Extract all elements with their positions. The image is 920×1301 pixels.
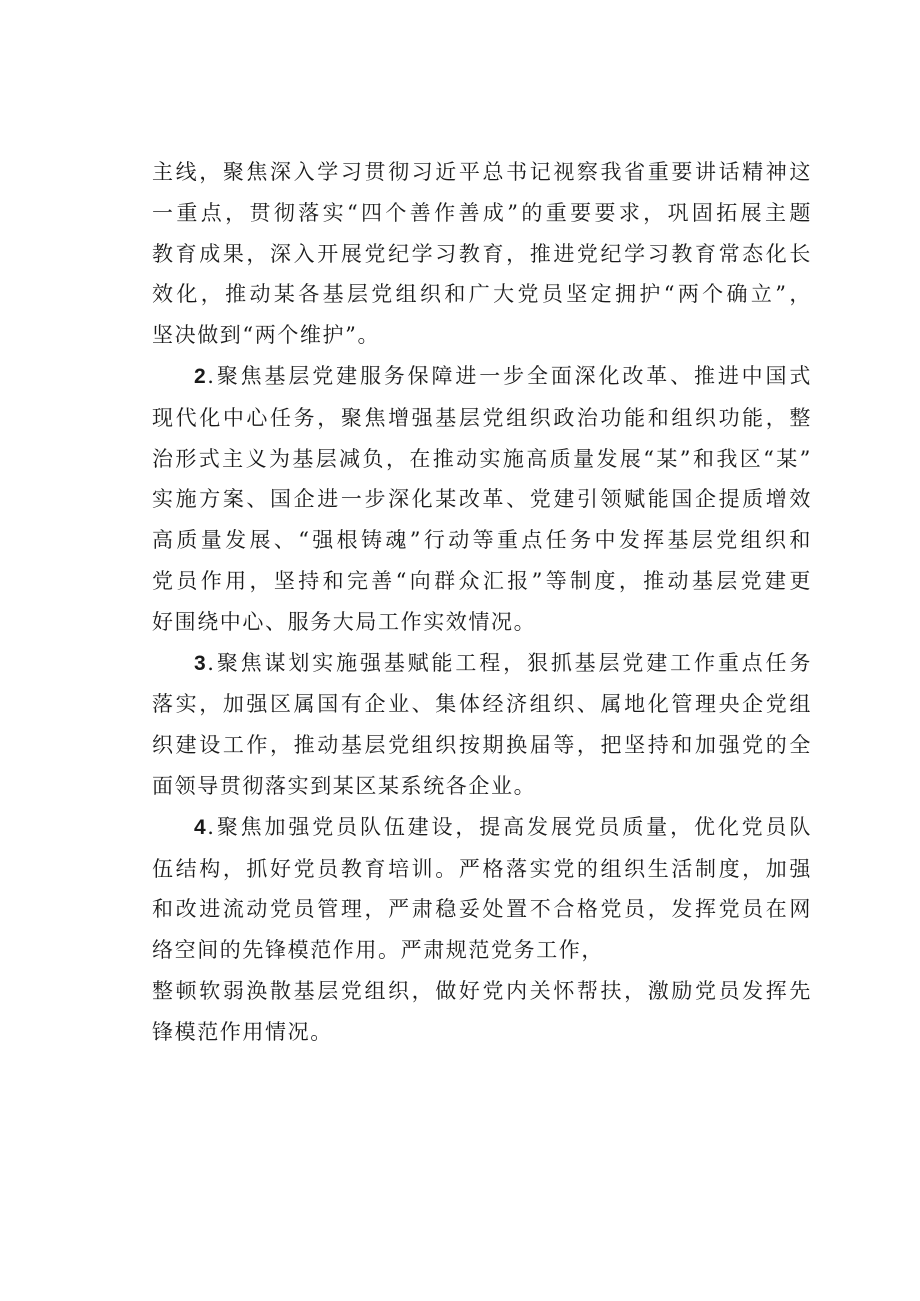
paragraph-first-line xyxy=(152,356,812,398)
paragraph-line: 主线，聚焦深入学习贯彻习近平总书记视察我省重要讲话精神这 xyxy=(152,160,812,184)
paragraph-line-text: .聚焦加强党员队伍建设，提高发展党员质量，优化党员队 xyxy=(207,814,812,839)
paragraph-line: 面领导贯彻落实到某区某系统各企业。 xyxy=(152,773,537,798)
paragraph-line: 实施方案、国企进一步深化某改革、党建引领赋能国企提质增效 xyxy=(152,487,812,512)
paragraph-line-text: .聚焦谋划实施强基赋能工程，狠抓基层党建工作重点任务 xyxy=(207,650,812,675)
paragraph-line-text: .聚焦基层党建服务保障进一步全面深化改革、推进中国式 xyxy=(207,363,812,388)
paragraph-line: 现代化中心任务，聚焦增强基层党组织政治功能和组织功能，整 xyxy=(152,405,812,430)
paragraph-2 xyxy=(152,356,812,643)
paragraph-line: 伍结构，抓好党员教育培训。严格落实党的组织生活制度，加强 xyxy=(152,856,812,881)
paragraph-line: 好围绕中心、服务大局工作实效情况。 xyxy=(152,609,537,634)
item-number: 4 xyxy=(194,815,208,839)
paragraph-line: 络空间的先锋模范作用。严肃规范党务工作， xyxy=(152,938,604,963)
paragraph-1 xyxy=(152,152,812,356)
paragraph-line: 一重点，贯彻落实“四个善作善成”的重要要求，巩固拓展主题 xyxy=(152,200,812,225)
paragraph-line: 治形式主义为基层减负，在推动实施高质量发展“某”和我区“某” xyxy=(152,446,812,471)
paragraph-first-line xyxy=(152,807,812,849)
paragraph-line: 织建设工作，推动基层党组织按期换届等，把坚持和加强党的全 xyxy=(152,733,812,758)
paragraph-4 xyxy=(152,807,812,1053)
paragraph-first-line xyxy=(152,643,812,685)
paragraph-line: 党员作用，坚持和完善“向群众汇报”等制度，推动基层党建更 xyxy=(152,568,812,593)
paragraph-line: 整顿软弱涣散基层党组织，做好党内关怀帮扶，激励党员发挥先 xyxy=(152,978,812,1003)
paragraph-line: 和改进流动党员管理，严肃稳妥处置不合格党员，发挥党员在网 xyxy=(152,897,812,922)
item-number: 2 xyxy=(194,364,208,388)
paragraph-line: 锋模范作用情况。 xyxy=(152,1019,333,1044)
paragraph-line: 落实，加强区属国有企业、集体经济组织、属地化管理央企党组 xyxy=(152,692,812,717)
paragraph-3 xyxy=(152,643,812,807)
paragraph-line: 教育成果，深入开展党纪学习教育，推进党纪学习教育常态化长 xyxy=(152,241,812,266)
paragraph-line: 高质量发展、“强根铸魂”行动等重点任务中发挥基层党组织和 xyxy=(152,528,812,553)
body-text xyxy=(152,152,812,1053)
item-number: 3 xyxy=(194,651,208,675)
paragraph-line: 坚决做到“两个维护”。 xyxy=(152,323,381,348)
paragraph-line: 效化，推动某各基层党组织和广大党员坚定拥护“两个确立”， xyxy=(152,282,812,307)
